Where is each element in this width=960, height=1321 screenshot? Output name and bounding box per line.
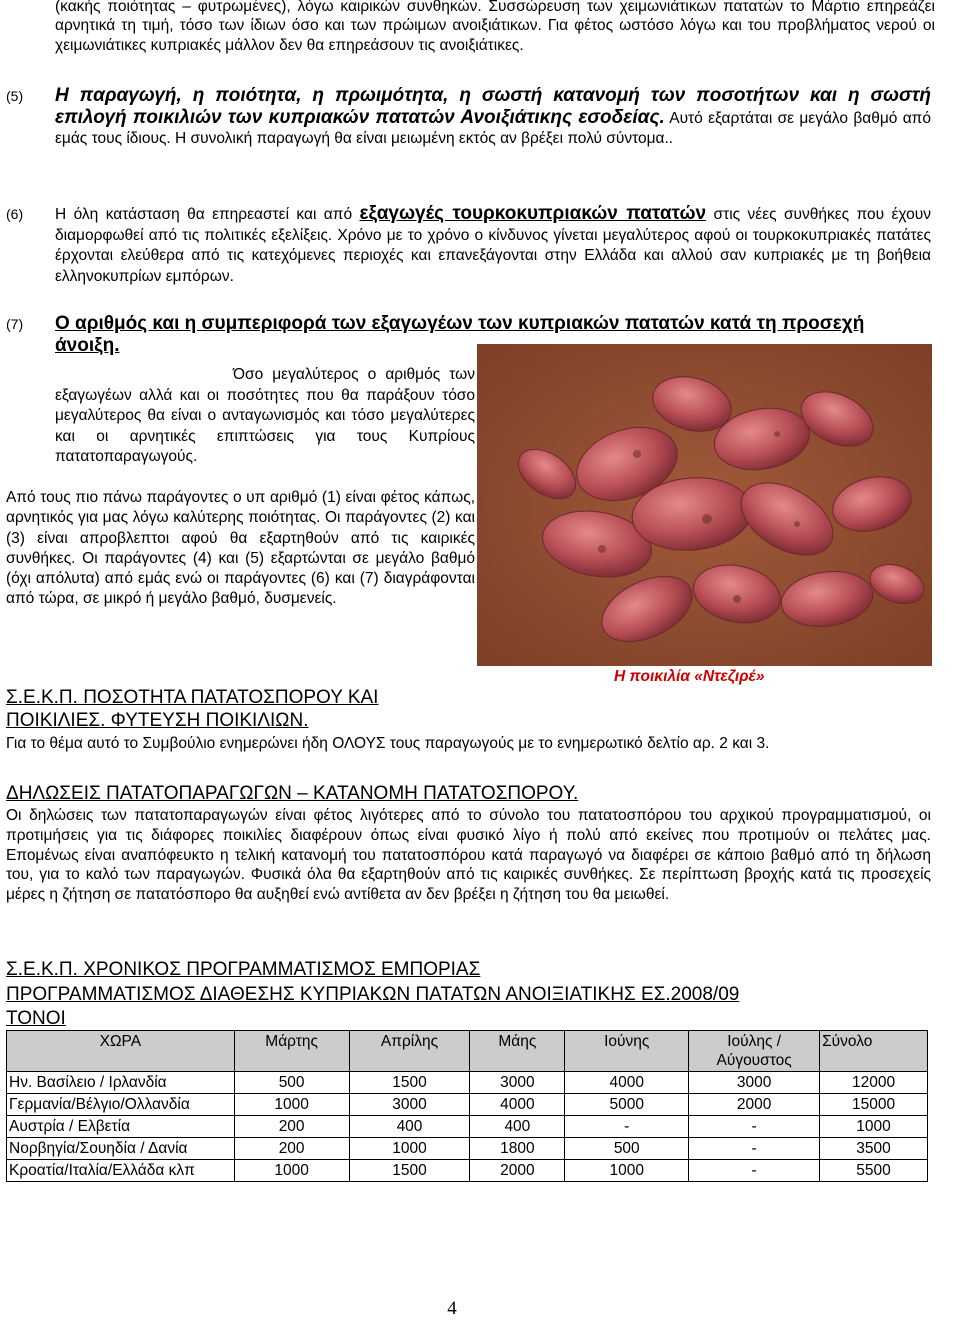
photo-caption: Η ποικιλία «Ντεζιρέ» — [614, 668, 765, 685]
table-cell: 5500 — [820, 1160, 928, 1182]
table-cell: - — [689, 1138, 820, 1160]
section-subheading-schedule: ΠΡΟΓΡΑΜΜΑΤΙΣΜΟΣ ΔΙΑΘΕΣΗΣ ΚΥΠΡΙΑΚΩΝ ΠΑΤΑΤΩΝ ΑΝΟΙΞΙΑΤΙΚΗΣ ΕΣ.2008/09 — [6, 984, 740, 1005]
column-header: Μάης — [470, 1031, 565, 1072]
factors-paragraph: Από τους πιο πάνω παράγοντες ο υπ αριθμό (1) είναι φέτος κάπως, αρνητικός για μας λόγω καλύτερης ποιότητας. Οι παράγοντες (2) και (3) είναι απροβλεπτοι αφού θα εξαρτηθούν από τις καιρικές συνθήκες. Οι παράγοντες (4) και (5) εξαρτώνται σε μεγάλο βαθμό (όχι απόλυτα) από εμάς ενώ οι παράγοντες (6) και (7) διαγράφονται από τώρα, σε μικρό ή μεγάλο βαθμό, δυσμενείς. — [6, 489, 475, 608]
distribution-table — [6, 1030, 928, 1182]
table-cell: 1800 — [470, 1138, 565, 1160]
table-cell: 1500 — [349, 1160, 470, 1182]
item-number: (6) — [6, 206, 24, 222]
table-cell: 3000 — [349, 1094, 470, 1116]
column-header: Σύνολο — [820, 1031, 928, 1072]
table-cell: 3500 — [820, 1138, 928, 1160]
item-heading: Η παραγωγή, η ποιότητα, η πρωιμότητα, η σωστή κατανομή των ποσοτήτων και η σωστή επιλογή ποικιλιών των κυπριακών πατατών Ανοιξιάτικης εσοδείας. — [55, 85, 931, 128]
table-cell: - — [565, 1116, 689, 1138]
table-cell: 3000 — [689, 1072, 820, 1094]
table-row — [7, 1160, 928, 1182]
section-units: ΤΟΝΟΙ — [6, 1008, 66, 1029]
table-cell: 400 — [349, 1116, 470, 1138]
intro-paragraph: (κακής ποιότητας – φυτρωμένες), λόγω καιρικών συνθηκών. Συσσώρευση των χειμωνιάτικων πατατών το Μάρτιο επηρεάζει αρνητικά τη τιμή, τόσο των ίδιων όσο και των πρώιμων ανοιξιάτικων. Για φέτος ωστόσο λόγω και του προβλήματος νερού οι χειμωνιάτικες κυπριακές μάλλον δεν θα επηρεάσουν τις ανοιξιάτικες. — [55, 0, 935, 54]
table-cell: 4000 — [470, 1094, 565, 1116]
table-cell: 500 — [565, 1138, 689, 1160]
item-heading: εξαγωγές τουρκοκυπριακών πατατών — [359, 203, 707, 224]
table-cell: Νορβηγία/Σουηδία / Δανία — [7, 1138, 235, 1160]
column-header: ΧΩΡΑ — [7, 1031, 235, 1072]
list-item — [6, 204, 931, 287]
table-cell: 4000 — [565, 1072, 689, 1094]
table-header-row — [7, 1031, 928, 1072]
item-number: (5) — [6, 88, 24, 104]
table-row — [7, 1094, 928, 1116]
section-heading-declarations: ΔΗΛΩΣΕΙΣ ΠΑΤΑΤΟΠΑΡΑΓΩΓΩΝ – ΚΑΤΑΝΟΜΗ ΠΑΤΑΤΟΣΠΟΡΟΥ. — [6, 783, 579, 804]
table-cell: 1500 — [349, 1072, 470, 1094]
table-cell: Κροατία/Ιταλία/Ελλάδα κλπ — [7, 1160, 235, 1182]
item-body: Αυτό εξαρτάται σε μεγάλο βαθμό από εμάς τους ίδιους. Η συνολική παραγωγή θα είναι μειωμένη εκτός αν βρέξει πολύ σύντομα.. — [55, 109, 931, 147]
potatoes-photo — [477, 344, 932, 666]
column-header: Ιούνης — [565, 1031, 689, 1072]
table-row — [7, 1116, 928, 1138]
table-cell: 12000 — [820, 1072, 928, 1094]
table-cell: Ην. Βασίλειο / Ιρλανδία — [7, 1072, 235, 1094]
table-cell: Αυστρία / Ελβετία — [7, 1116, 235, 1138]
item7-text: Όσο μεγαλύτερος ο αριθμός των εξαγωγέων αλλά και οι ποσότητες που θα παράξουν τόσο μεγαλύτερος θα είναι ο ανταγωνισμός και τόσο μεγαλύτερες και οι αρνητικές επιπτώσεις για τους Κυπρίους πατατοπαραγωγούς. — [55, 366, 475, 466]
table-cell: 200 — [234, 1116, 349, 1138]
table-cell: 3000 — [470, 1072, 565, 1094]
section-heading-schedule: Σ.Ε.Κ.Π. ΧΡΟΝΙΚΟΣ ΠΡΟΓΡΑΜΜΑΤΙΣΜΟΣ ΕΜΠΟΡΙΑΣ — [6, 959, 481, 980]
column-header: Ιούλης / Αύγουστος — [689, 1031, 820, 1072]
item-heading: Ο αριθμός και η συμπεριφορά των εξαγωγέων των κυπριακών πατατών κατά τη προσεχή άνοιξη. — [55, 313, 865, 356]
table-cell: 1000 — [349, 1138, 470, 1160]
table-cell: 1000 — [820, 1116, 928, 1138]
item-text — [55, 86, 931, 150]
page-number: 4 — [447, 1298, 457, 1319]
table-cell: - — [689, 1116, 820, 1138]
item-text — [55, 204, 931, 287]
table-cell: 1000 — [234, 1094, 349, 1116]
table-cell: 15000 — [820, 1094, 928, 1116]
section-text-seed-quantity: Για το θέμα αυτό το Συμβούλιο ενημερώνει ήδη ΟΛΟΥΣ τους παραγωγούς με το ενημερωτικό δελτίο αρ. 2 και 3. — [6, 735, 770, 752]
table-cell: 200 — [234, 1138, 349, 1160]
list-item — [6, 86, 931, 150]
item-pre: Η όλη κατάσταση θα επηρεαστεί και από — [55, 206, 360, 223]
table-cell: 400 — [470, 1116, 565, 1138]
table-cell: 2000 — [689, 1094, 820, 1116]
item-number: (7) — [6, 316, 24, 332]
heading-text: Σ.Ε.Κ.Π. ΠΟΣΟΤΗΤΑ ΠΑΤΑΤΟΣΠΟΡΟΥ ΚΑΙ ΠΟΙΚΙΛΙΕΣ. ΦΥΤΕΥΣΗ ΠΟΙΚΙΛΙΩΝ. — [6, 687, 379, 731]
table-cell: - — [689, 1160, 820, 1182]
column-header: Απρίλης — [349, 1031, 470, 1072]
table-cell: 1000 — [234, 1160, 349, 1182]
column-header: Μάρτης — [234, 1031, 349, 1072]
table-cell: 5000 — [565, 1094, 689, 1116]
table-row — [7, 1138, 928, 1160]
table-cell: Γερμανία/Βέλγιο/Ολλανδία — [7, 1094, 235, 1116]
item-body: στις νέες συνθήκες που έχουν διαμορφωθεί από τις πολιτικές εξελίξεις. Χρόνο με το χρόνο ο κίνδυνος γίνεται μεγαλύτερος αφού οι τουρκοκυπριακές πατάτες έρχονται ελεύθερα από τις κατεχόμενες περιοχές και επανεξάγονται στην Ελλάδα και αλλού σαν κυπριακές με τη βοήθεια ελληνοκυπρίων εμπόρων. — [55, 206, 931, 285]
table-row — [7, 1072, 928, 1094]
section-heading-seed-quantity — [6, 686, 475, 732]
table-cell: 2000 — [470, 1160, 565, 1182]
section-text-declarations: Οι δηλώσεις των πατατοπαραγωγών είναι φέτος λιγότερες από το σύνολο του πατατοσπόρου του αρχικού προγραμματισμού, οι προτιμήσεις για τις διάφορες ποικιλίες διαφέρουν όπως είναι φυσικό λίγο ή πολύ από εκείνες που προτιμούν οι πελάτες μας. Επομένως είναι αναπόφευκτο η τελική κατανομή του πατατοσπόρου κατά παραγωγό να διαφέρει σε κάποιο βαθμό από τη δήλωση του, για το καλό των παραγωγών. Φυσικά όλα θα εξαρτηθούν από τις καιρικές συνθήκες. Σε περίπτωση βροχής κατά τις προσεχείς μέρες η ζήτηση σε πατατόσπορο θα αυξηθεί ενώ αντίθετα αν δεν βρέξει η ζήτηση του θα μειωθεί. — [6, 807, 931, 904]
table-cell: 500 — [234, 1072, 349, 1094]
table-cell: 1000 — [565, 1160, 689, 1182]
